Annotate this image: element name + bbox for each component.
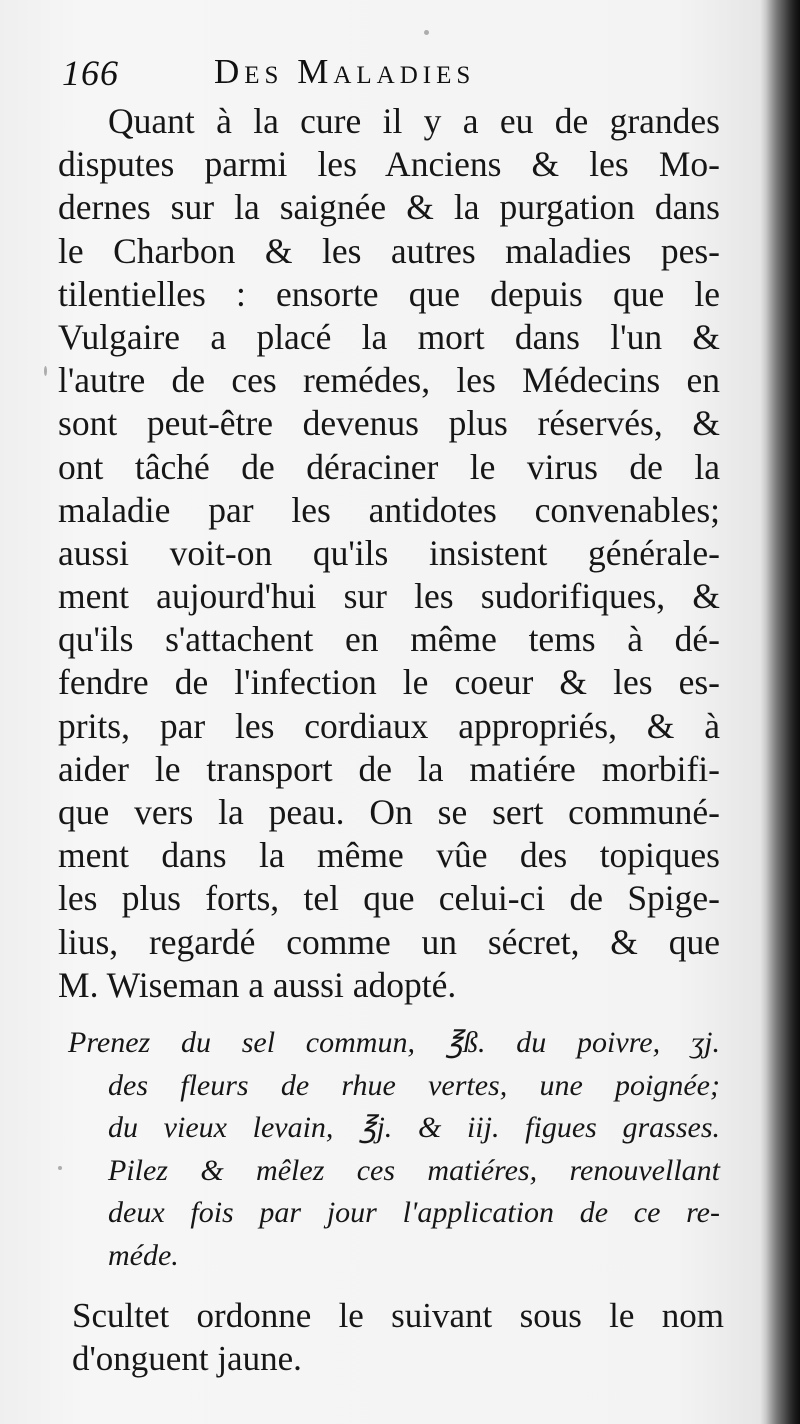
recipe-line: du vieux levain, ℥j. & iij. figues grasses.	[108, 1111, 720, 1144]
page-gutter-shadow	[766, 0, 800, 1424]
text-line: qu'ils s'attachent en même tems à dé-	[58, 619, 720, 660]
text-line: lius, regardé comme un sécret, & que	[58, 921, 720, 962]
text-line: ment aujourd'hui sur les sudorifiques, &	[58, 576, 720, 617]
text-line: prits, par les cordiaux appropriés, & à	[58, 705, 720, 746]
text-line: tilentielles : ensorte que depuis que le	[58, 273, 720, 314]
text-line: le Charbon & les autres maladies pes-	[58, 230, 720, 271]
running-head: Des Maladies	[214, 52, 476, 91]
text-line: Scultet ordonne le suivant sous le nom	[72, 1296, 724, 1335]
text-line: sont peut-être devenus plus réservés, &	[58, 403, 720, 444]
text-line: Quant à la cure il y a eu de grandes	[108, 101, 720, 141]
recipe-line: Prenez du sel commun, ℥ß. du poivre, ʒj.	[68, 1026, 720, 1059]
page-header	[62, 52, 722, 96]
text-line: que vers la peau. On se sert communé-	[58, 792, 720, 832]
text-line: ment dans la même vûe des topiques	[58, 835, 720, 876]
paper-speck	[44, 366, 47, 376]
text-line: dernes sur la saignée & la purgation dans	[58, 187, 720, 228]
recipe-line: Pilez & mêlez ces matiéres, renouvellant	[108, 1153, 720, 1187]
text-line: ont tâché de déraciner le virus de la	[58, 446, 720, 487]
recipe-line: méde.	[108, 1238, 179, 1272]
text-line: d'onguent jaune.	[72, 1339, 302, 1379]
page-number: 166	[62, 53, 119, 93]
paragraph-scultet	[72, 1294, 724, 1380]
text-line: aussi voit-on qu'ils insistent générale-	[58, 532, 720, 573]
recipe-line: deux fois par jour l'application de ce re-	[108, 1196, 720, 1229]
recipe-line: des fleurs de rhue vertes, une poignée;	[108, 1068, 720, 1102]
recipe-block	[68, 1022, 720, 1277]
text-line: disputes parmi les Anciens & les Mo-	[58, 144, 720, 185]
text-line: M. Wiseman a aussi adopté.	[58, 964, 457, 1005]
paper-speck	[58, 1166, 62, 1170]
text-line: Vulgaire a placé la mort dans l'un &	[58, 316, 720, 357]
text-line: l'autre de ces remédes, les Médecins en	[58, 360, 720, 401]
text-line: fendre de l'infection le coeur & les es-	[58, 662, 720, 703]
text-line: les plus forts, tel que celui-ci de Spige-	[58, 878, 720, 919]
paragraph-cure	[58, 100, 720, 1007]
text-line: maladie par les antidotes convenables;	[58, 489, 720, 530]
text-line: aider le transport de la matiére morbifi-	[58, 748, 720, 789]
paper-speck	[424, 30, 429, 35]
